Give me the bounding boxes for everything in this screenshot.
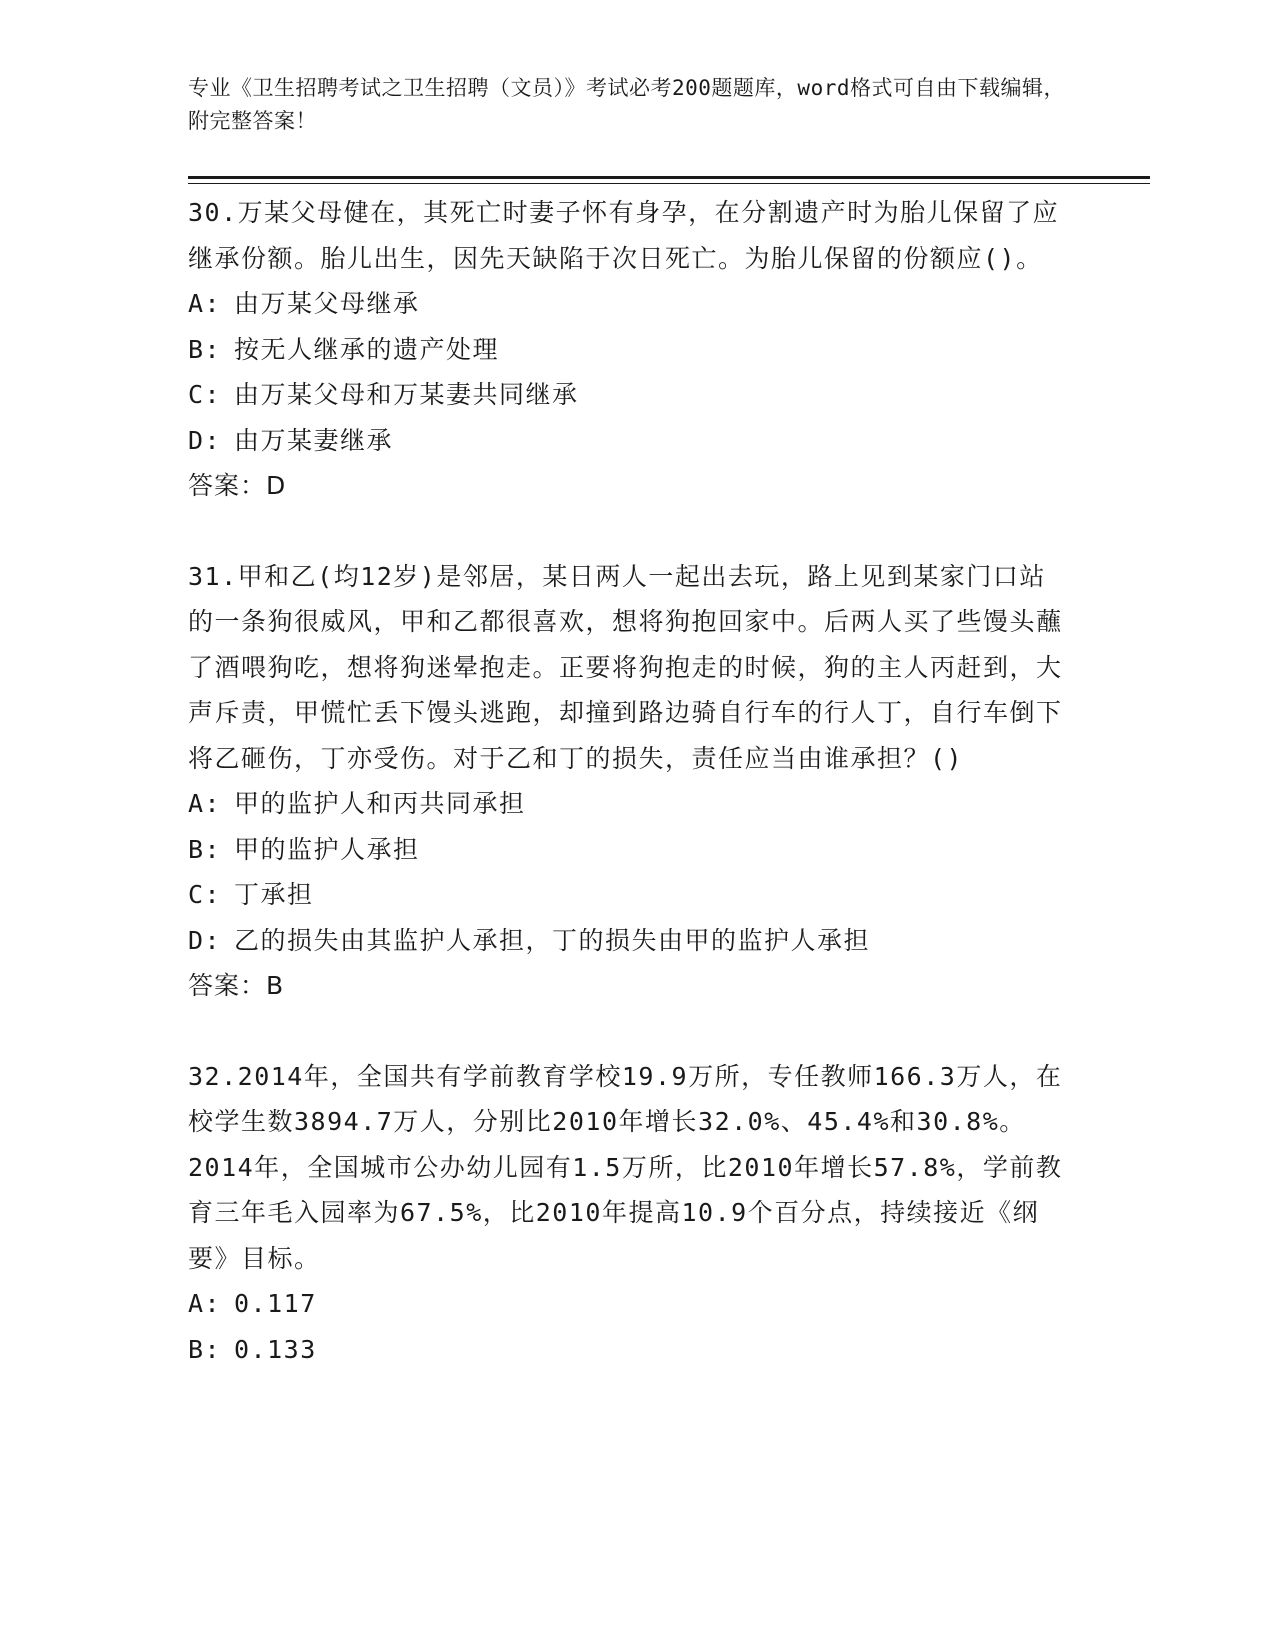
option-text: 由万某父母和万某妻共同继承 <box>234 380 579 409</box>
option-key: C: <box>188 880 222 909</box>
option-key: C: <box>188 380 222 409</box>
answer-label: 答案：D <box>188 471 287 500</box>
option-d <box>188 418 1068 464</box>
option-text: 0.117 <box>234 1289 317 1318</box>
option-key: B: <box>188 334 222 364</box>
option-text: 甲的监护人承担 <box>234 834 420 864</box>
option-text: 丁承担 <box>234 880 314 909</box>
option-key: B: <box>188 1334 222 1364</box>
option-a <box>188 781 1068 827</box>
question-30 <box>188 190 1068 509</box>
option-key: D: <box>188 425 222 455</box>
option-b <box>188 827 1068 873</box>
option-key: A: <box>188 289 222 318</box>
option-key: A: <box>188 1289 222 1318</box>
option-text: 由万某妻继承 <box>234 425 394 455</box>
question-32 <box>188 1054 1068 1373</box>
option-b <box>188 327 1068 373</box>
option-text: 由万某父母继承 <box>234 289 420 318</box>
page-header: 专业《卫生招聘考试之卫生招聘（文员）》考试必考200题题库，word格式可自由下载编辑，附完整答案！ <box>188 76 1065 133</box>
question-31 <box>188 554 1068 1009</box>
option-key: A: <box>188 789 222 818</box>
option-key: B: <box>188 834 222 864</box>
option-text: 乙的损失由其监护人承担，丁的损失由甲的监护人承担 <box>234 925 871 955</box>
header-divider-thin <box>188 183 1150 184</box>
option-text: 按无人继承的遗产处理 <box>234 334 500 364</box>
option-b <box>188 1327 1068 1373</box>
option-c <box>188 872 1068 918</box>
option-text: 甲的监护人和丙共同承担 <box>234 789 526 818</box>
option-a <box>188 1281 1068 1327</box>
option-c <box>188 372 1068 418</box>
option-a <box>188 281 1068 327</box>
question-stem: 31.甲和乙(均12岁)是邻居，某日两人一起出去玩，路上见到某家门口站的一条狗很威风，甲和乙都很喜欢，想将狗抱回家中。后两人买了些馒头蘸了酒喂狗吃，想将狗迷晕抱走。正要将狗抱走的时候，狗的主人丙赶到，大声斥责，甲慌忙丢下馒头逃跑，却撞到路边骑自行车的行人丁，自行车倒下将乙砸伤，丁亦受伤。对于乙和丁的损失，责任应当由谁承担？() <box>188 561 1063 773</box>
question-stem: 30.万某父母健在，其死亡时妻子怀有身孕，在分割遗产时为胎儿保留了应继承份额。胎儿出生，因先天缺陷于次日死亡。为胎儿保留的份额应()。 <box>188 198 1060 273</box>
option-text: 0.133 <box>234 1334 317 1364</box>
question-list <box>188 190 1068 1417</box>
header-divider-thick <box>188 176 1150 179</box>
question-stem: 32.2014年，全国共有学前教育学校19.9万所，专任教师166.3万人，在校学生数3894.7万人，分别比2010年增长32.0%、45.4%和30.8%。2014年，全国城市公办幼儿园有1.5万所，比2010年增长57.8%，学前教育三年毛入园率为67.5%，比2010年提高10.9个百分点，持续接近《纲要》目标。 <box>188 1061 1063 1273</box>
answer-label: 答案：B <box>188 971 285 1000</box>
option-d <box>188 918 1068 964</box>
option-key: D: <box>188 925 222 955</box>
